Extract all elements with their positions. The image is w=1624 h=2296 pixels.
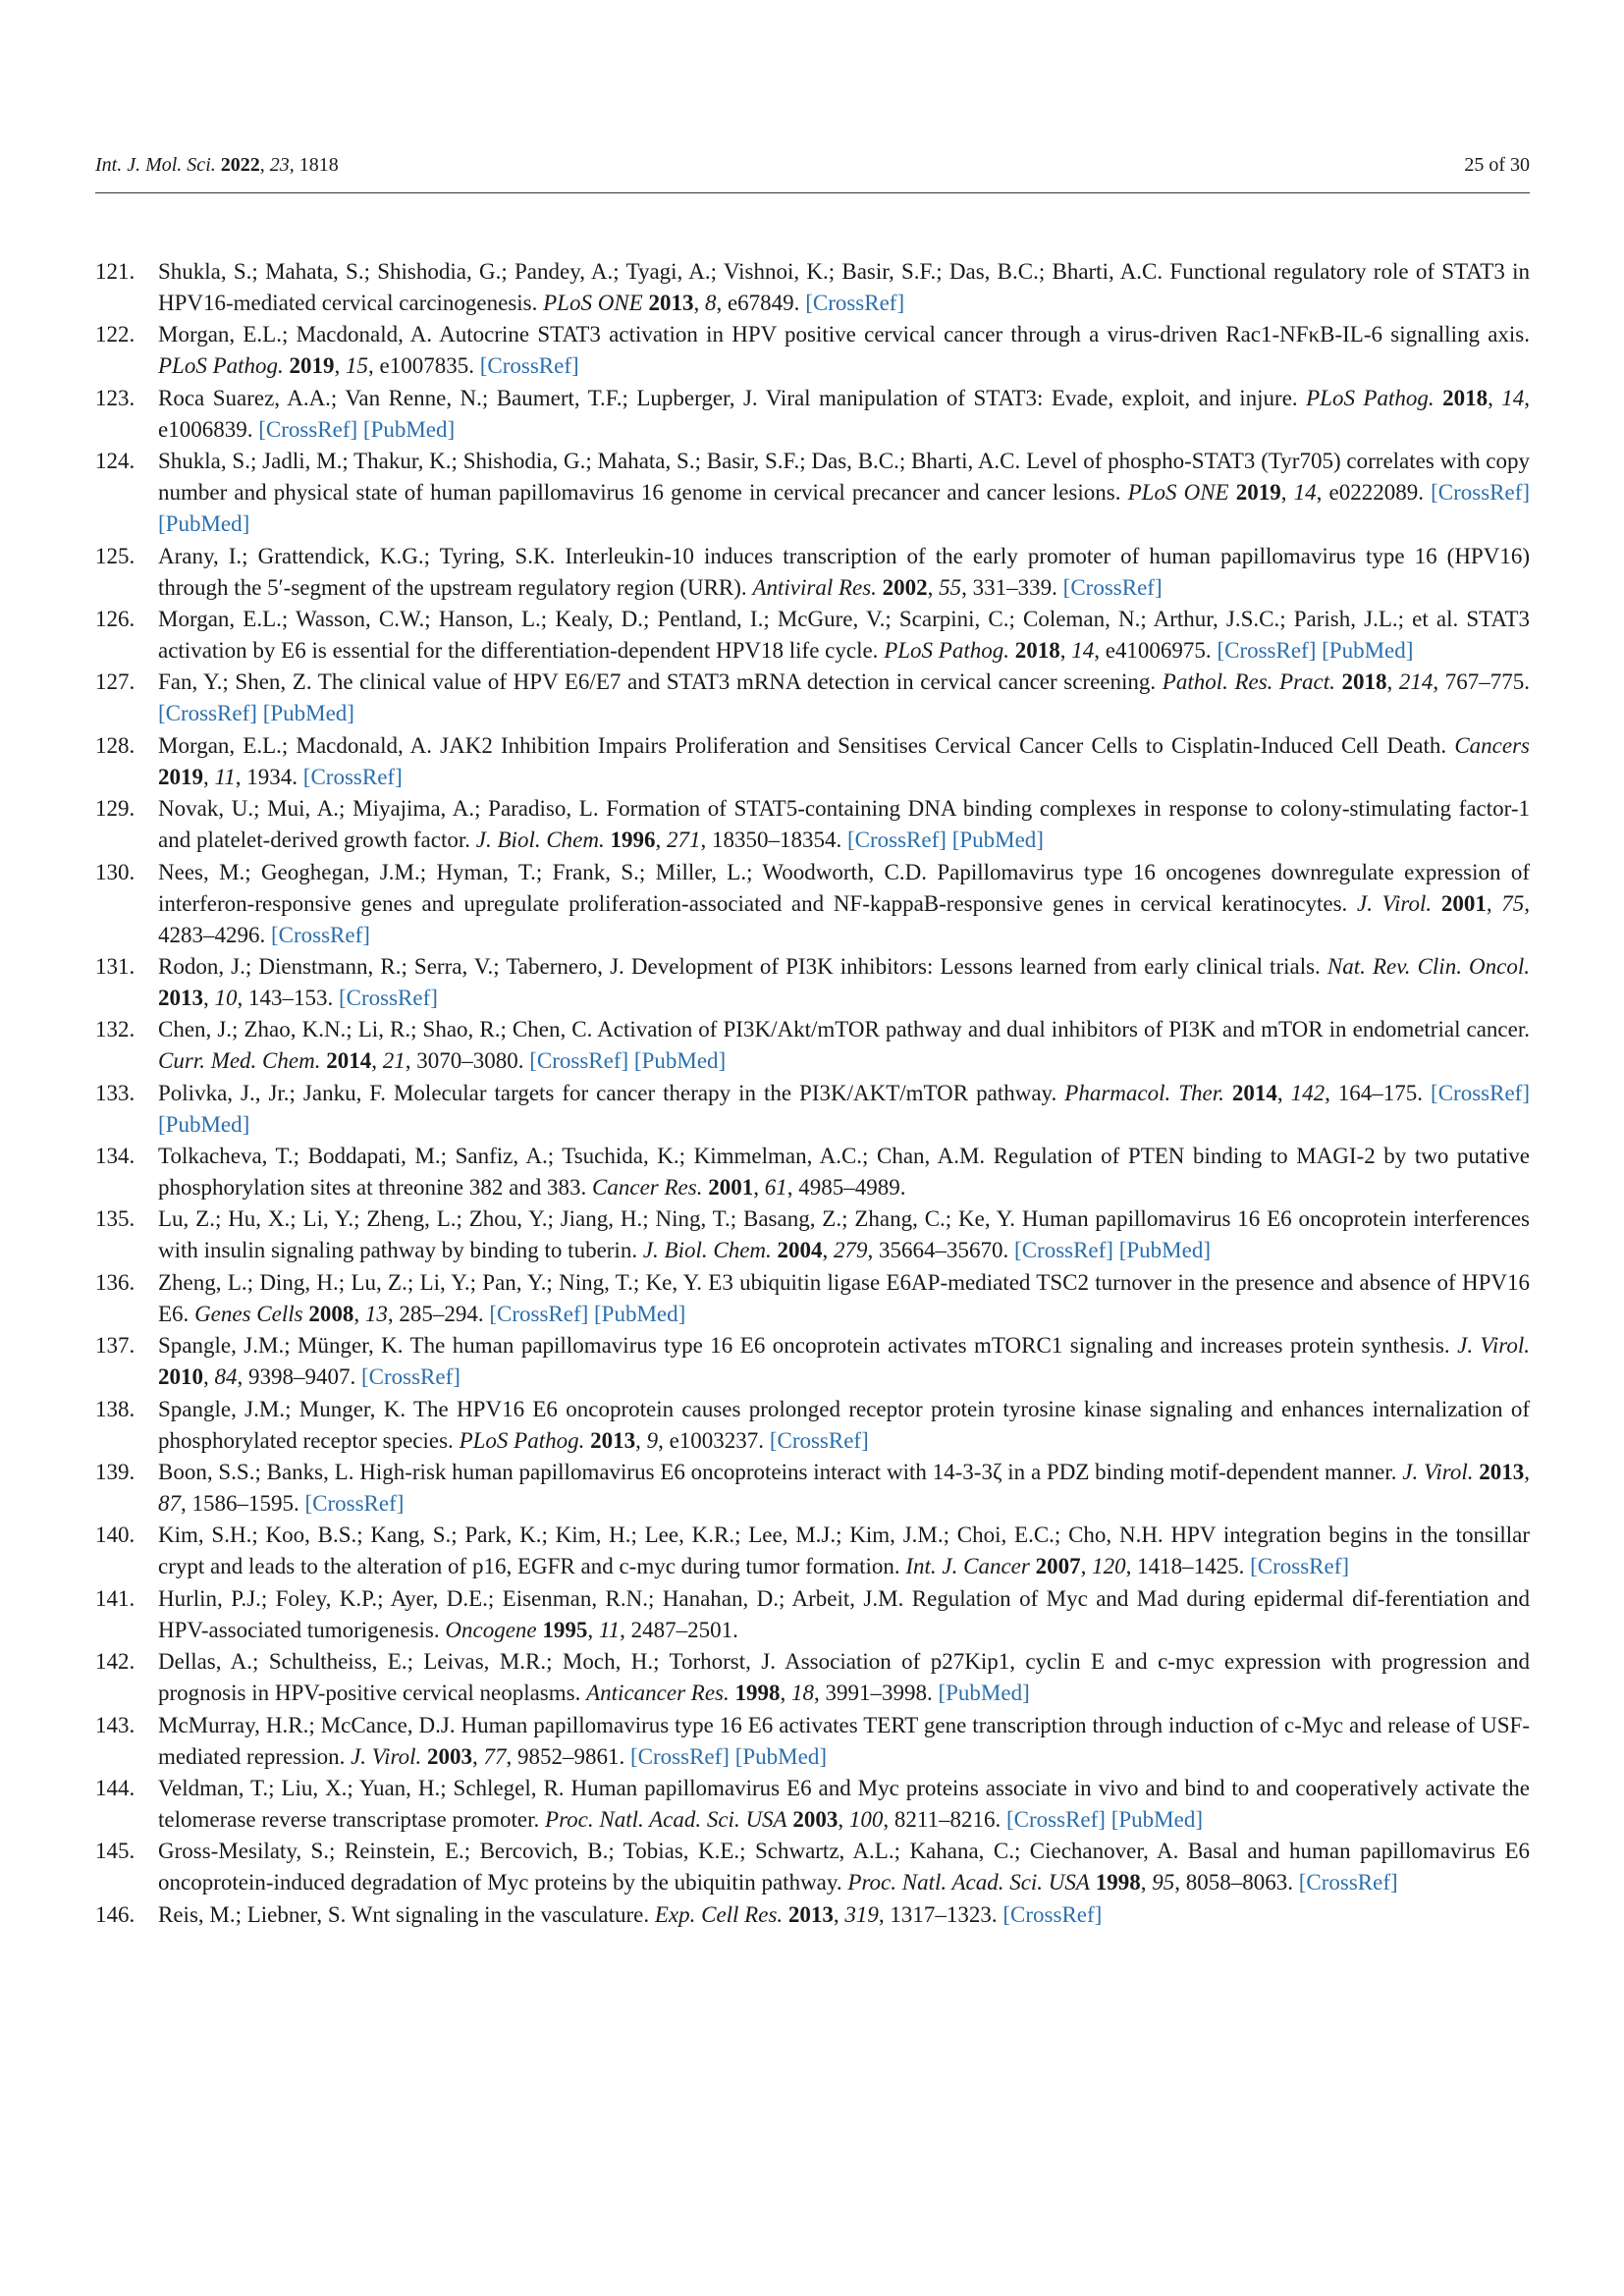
reference-italic: 87 bbox=[158, 1491, 181, 1517]
reference-number: 130. bbox=[95, 859, 135, 884]
reference-text: , 767–775. bbox=[1433, 669, 1531, 695]
reference-number: 127. bbox=[95, 669, 135, 695]
reference-italic: 11 bbox=[214, 764, 236, 789]
reference-year: 2018 bbox=[1341, 669, 1387, 695]
reference-text: , e41006975. bbox=[1094, 637, 1218, 663]
pubmed-link[interactable]: [PubMed] bbox=[158, 1111, 250, 1137]
crossref-link[interactable]: [CrossRef] bbox=[271, 922, 370, 947]
crossref-link[interactable]: [CrossRef] bbox=[1006, 1806, 1106, 1832]
reference-italic: 10 bbox=[214, 985, 238, 1010]
reference-text: Dellas, A.; Schultheiss, E.; Leivas, M.R.; Moch, H.; Torhorst, J. Association of p27Kip1, cyclin E and c-myc expression with progression and prognosis in HPV-positive cervical neoplasms. bbox=[158, 1649, 1530, 1706]
crossref-link[interactable]: [CrossRef] bbox=[304, 1491, 405, 1517]
reference-text bbox=[1229, 480, 1236, 505]
reference-italic: J. Virol. bbox=[1402, 1460, 1474, 1485]
reference-item bbox=[95, 1203, 1530, 1266]
reference-italic: 21 bbox=[382, 1048, 406, 1074]
reference-year: 2013 bbox=[1479, 1460, 1525, 1485]
reference-italic: 120 bbox=[1092, 1554, 1126, 1579]
reference-text: , bbox=[1488, 385, 1502, 410]
reference-italic: 14 bbox=[1071, 637, 1095, 663]
page-header bbox=[95, 150, 1530, 180]
pubmed-link[interactable]: [PubMed] bbox=[734, 1743, 827, 1769]
reference-italic: J. Virol. bbox=[1457, 1333, 1530, 1359]
journal-volume: 23 bbox=[269, 154, 290, 176]
reference-italic: Curr. Med. Chem. bbox=[158, 1048, 321, 1074]
page-number: 25 of 30 bbox=[1464, 154, 1530, 176]
reference-number: 136. bbox=[95, 1269, 135, 1295]
crossref-link[interactable]: [CrossRef] bbox=[302, 764, 403, 789]
reference-item bbox=[95, 1710, 1530, 1773]
reference-text: , bbox=[655, 828, 667, 853]
reference-italic: Antiviral Res. bbox=[752, 574, 877, 600]
reference-number: 135. bbox=[95, 1206, 135, 1232]
reference-year: 2014 bbox=[1231, 1080, 1277, 1105]
reference-text: , bbox=[833, 1901, 845, 1927]
reference-text: , bbox=[587, 1617, 599, 1642]
reference-text: Kim, S.H.; Koo, B.S.; Kang, S.; Park, K.; Kim, H.; Lee, K.R.; Lee, M.J.; Kim, J.M.; Choi, E.C.; Cho, N.H. HPV integration begins in the tonsillar crypt and leads to the alteration of p16, EGFR and c-myc during tumor formation. bbox=[158, 1522, 1530, 1579]
pubmed-link[interactable]: [PubMed] bbox=[594, 1301, 686, 1326]
reference-text: , 1418–1425. bbox=[1125, 1554, 1251, 1579]
reference-italic: 9 bbox=[646, 1427, 659, 1453]
reference-text: Tolkacheva, T.; Boddapati, M.; Sanfiz, A.; Tsuchida, K.; Kimmelman, A.C.; Chan, A.M. Regulation of PTEN binding to MAGI-2 by two putative phosphorylation sites at threonine 382 and 383. bbox=[158, 1144, 1530, 1201]
reference-italic: Genes Cells bbox=[194, 1301, 303, 1326]
reference-number: 146. bbox=[95, 1901, 135, 1927]
reference-text: , bbox=[822, 1238, 835, 1263]
reference-italic: 15 bbox=[346, 353, 369, 379]
reference-text: , e1007835. bbox=[368, 353, 480, 379]
reference-italic: 8 bbox=[704, 291, 717, 315]
reference-italic: 214 bbox=[1398, 669, 1434, 695]
reference-text: , bbox=[693, 291, 705, 315]
reference-number: 131. bbox=[95, 953, 135, 979]
reference-italic: Proc. Natl. Acad. Sci. USA bbox=[545, 1806, 787, 1832]
reference-italic: 18 bbox=[790, 1681, 814, 1706]
reference-text: , e1003237. bbox=[658, 1427, 770, 1453]
reference-text: , bbox=[753, 1175, 765, 1201]
reference-text: McMurray, H.R.; McCance, D.J. Human papillomavirus type 16 E6 activates TERT gene transcription through induction of c-Myc and release of USF-mediated repression. bbox=[158, 1712, 1530, 1769]
reference-text: , 143–153. bbox=[237, 985, 339, 1010]
reference-text: , bbox=[635, 1427, 647, 1453]
reference-italic: J. Virol. bbox=[1357, 890, 1433, 916]
reference-text: , bbox=[1059, 637, 1072, 663]
reference-item bbox=[95, 1899, 1530, 1931]
crossref-link[interactable]: [CrossRef] bbox=[1217, 637, 1317, 663]
reference-text: , bbox=[1486, 890, 1502, 916]
reference-item bbox=[95, 730, 1530, 793]
reference-year: 2018 bbox=[1442, 385, 1489, 410]
reference-text: , bbox=[371, 1048, 383, 1074]
reference-text: , bbox=[353, 1301, 365, 1326]
reference-italic: PLoS Pathog. bbox=[459, 1427, 585, 1453]
reference-italic: J. Biol. Chem. bbox=[475, 828, 605, 853]
reference-text: Morgan, E.L.; Macdonald, A. Autocrine STAT3 activation in HPV positive cervical cancer through a virus-driven Rac1-NFκB-IL-6 signalling axis. bbox=[158, 322, 1530, 347]
header-divider bbox=[95, 192, 1530, 193]
reference-item bbox=[95, 1457, 1530, 1520]
reference-text: Nees, M.; Geoghegan, J.M.; Hyman, T.; Frank, S.; Miller, L.; Woodworth, C.D. Papillomavirus type 16 oncogenes downregulate expression of interferon-responsive genes and upregulate proliferation-associated and NF-kappaB-responsive genes in cervical keratinocytes. bbox=[158, 859, 1530, 916]
reference-year: 2018 bbox=[1014, 637, 1060, 663]
reference-text: , bbox=[1140, 1870, 1153, 1896]
reference-number: 125. bbox=[95, 543, 135, 568]
reference-italic: 61 bbox=[764, 1175, 787, 1201]
reference-year: 2010 bbox=[158, 1364, 203, 1390]
reference-item bbox=[95, 857, 1530, 951]
reference-text: Shukla, S.; Jadli, M.; Thakur, K.; Shishodia, G.; Mahata, S.; Basir, S.F.; Das, B.C.; Bharti, A.C. Level of phospho-STAT3 (Tyr705) correlates with copy number and physical state of human papillomavirus 16 genome in cervical precancer and cancer lesions. bbox=[158, 449, 1530, 506]
reference-number: 145. bbox=[95, 1839, 135, 1864]
reference-number: 134. bbox=[95, 1144, 135, 1169]
reference-italic: PLoS ONE bbox=[543, 291, 643, 315]
journal-name: Int. J. Mol. Sci. bbox=[95, 154, 216, 176]
reference-item bbox=[95, 667, 1530, 729]
reference-year: 2013 bbox=[158, 985, 203, 1010]
reference-year: 2007 bbox=[1035, 1554, 1081, 1579]
pubmed-link[interactable]: [PubMed] bbox=[1118, 1238, 1211, 1263]
reference-text: , bbox=[838, 1806, 849, 1832]
reference-item bbox=[95, 1267, 1530, 1330]
reference-text bbox=[1224, 1081, 1232, 1105]
reference-text: , 9398–9407. bbox=[237, 1364, 361, 1390]
reference-year: 1998 bbox=[1095, 1870, 1141, 1896]
reference-text: , bbox=[780, 1681, 791, 1706]
reference-year: 2013 bbox=[590, 1427, 636, 1453]
reference-italic: 142 bbox=[1290, 1080, 1326, 1105]
pubmed-link[interactable]: [PubMed] bbox=[1110, 1806, 1203, 1832]
crossref-link[interactable]: [CrossRef] bbox=[529, 1048, 629, 1074]
reference-italic: Cancer Res. bbox=[592, 1175, 703, 1201]
reference-text: Boon, S.S.; Banks, L. High-risk human papillomavirus E6 oncoproteins interact with 14-3-3ζ in a PDZ binding motif-dependent manner. bbox=[158, 1460, 1403, 1485]
reference-text: Lu, Z.; Hu, X.; Li, Y.; Zheng, L.; Zhou, Y.; Jiang, H.; Ning, T.; Basang, Z.; Zhang, C.; Ke, Y. Human papillomavirus 16 E6 oncoprotein interferences with insulin signaling pathway by binding to tuberin. bbox=[158, 1206, 1530, 1263]
reference-text: , 331–339. bbox=[961, 574, 1063, 600]
reference-text: Novak, U.; Mui, A.; Miyajima, A.; Paradiso, L. Formation of STAT5-containing DNA binding complexes in response to colony-stimulating factor-1 and platelet-derived growth factor. bbox=[158, 796, 1530, 853]
reference-text: , 9852–9861. bbox=[506, 1743, 631, 1769]
reference-number: 144. bbox=[95, 1775, 135, 1800]
reference-text: , e1006839. bbox=[158, 385, 1531, 442]
reference-item bbox=[95, 383, 1530, 446]
reference-italic: J. Biol. Chem. bbox=[642, 1238, 772, 1263]
reference-italic: J. Virol. bbox=[351, 1743, 422, 1769]
reference-number: 137. bbox=[95, 1333, 135, 1359]
reference-text: , bbox=[472, 1743, 484, 1769]
reference-italic: Proc. Natl. Acad. Sci. USA bbox=[847, 1870, 1090, 1896]
crossref-link[interactable]: [CrossRef] bbox=[158, 701, 257, 726]
reference-italic: 100 bbox=[848, 1806, 884, 1832]
reference-italic: Pharmacol. Ther. bbox=[1064, 1080, 1224, 1105]
reference-year: 2019 bbox=[289, 353, 335, 379]
pubmed-link[interactable]: [PubMed] bbox=[633, 1048, 727, 1074]
reference-text: , 8058–8063. bbox=[1174, 1870, 1299, 1896]
reference-number: 121. bbox=[95, 259, 135, 284]
reference-year: 2019 bbox=[158, 764, 203, 789]
reference-text bbox=[1435, 386, 1442, 410]
reference-number: 123. bbox=[95, 385, 135, 410]
reference-number: 143. bbox=[95, 1712, 135, 1737]
crossref-link[interactable]: [CrossRef] bbox=[339, 985, 438, 1010]
pubmed-link[interactable]: [PubMed] bbox=[938, 1681, 1030, 1706]
reference-item bbox=[95, 541, 1530, 604]
reference-number: 141. bbox=[95, 1585, 135, 1611]
reference-text: , e0222089. bbox=[1316, 480, 1432, 506]
crossref-link[interactable]: [CrossRef] bbox=[847, 828, 947, 853]
reference-text: , 3991–3998. bbox=[813, 1681, 939, 1706]
reference-number: 138. bbox=[95, 1396, 135, 1421]
reference-italic: Exp. Cell Res. bbox=[654, 1901, 784, 1927]
reference-italic: 14 bbox=[1501, 385, 1525, 410]
reference-number: 142. bbox=[95, 1649, 135, 1675]
reference-text: , bbox=[334, 353, 347, 379]
crossref-link[interactable]: [CrossRef] bbox=[258, 416, 358, 442]
pubmed-link[interactable]: [PubMed] bbox=[362, 416, 456, 442]
reference-italic: 84 bbox=[214, 1364, 238, 1390]
reference-italic: 55 bbox=[939, 574, 962, 600]
reference-text: , bbox=[203, 764, 215, 789]
reference-italic: PLoS Pathog. bbox=[1306, 385, 1435, 410]
reference-text: Arany, I.; Grattendick, K.G.; Tyring, S.K. Interleukin-10 induces transcription of the early promoter of human papillomavirus type 16 (HPV16) through the 5′-segment of the upstream regulatory region (URR). bbox=[158, 543, 1530, 600]
reference-year: 2008 bbox=[308, 1301, 354, 1326]
reference-text: , bbox=[1276, 1080, 1291, 1105]
reference-italic: Cancers bbox=[1454, 732, 1530, 758]
reference-italic: Pathol. Res. Pract. bbox=[1162, 669, 1335, 695]
reference-number: 133. bbox=[95, 1080, 135, 1105]
reference-text: , 164–175. bbox=[1325, 1080, 1432, 1105]
reference-italic: 271 bbox=[667, 828, 701, 853]
reference-number: 124. bbox=[95, 449, 135, 474]
reference-text: Veldman, T.; Liu, X.; Yuan, H.; Schlegel, R. Human papillomavirus E6 and Myc proteins associate in vivo and bind to and cooperatively activate the telomerase reverse transcriptase promoter. bbox=[158, 1775, 1530, 1832]
reference-italic: PLoS Pathog. bbox=[158, 353, 284, 379]
reference-italic: 13 bbox=[364, 1301, 388, 1326]
crossref-link[interactable]: [CrossRef] bbox=[479, 353, 579, 379]
reference-italic: Int. J. Cancer bbox=[905, 1554, 1030, 1579]
crossref-link[interactable]: [CrossRef] bbox=[1431, 480, 1531, 506]
reference-text: , 8211–8216. bbox=[883, 1806, 1007, 1832]
reference-item bbox=[95, 951, 1530, 1014]
crossref-link[interactable]: [CrossRef] bbox=[1062, 574, 1163, 600]
pubmed-link[interactable]: [PubMed] bbox=[158, 511, 250, 537]
journal-year: 2022 bbox=[220, 154, 260, 176]
reference-text: , 285–294. bbox=[387, 1301, 490, 1326]
reference-year: 1998 bbox=[734, 1681, 781, 1706]
reference-text: , bbox=[203, 985, 215, 1010]
reference-italic: PLoS Pathog. bbox=[884, 637, 1009, 663]
reference-italic: Oncogene bbox=[445, 1617, 537, 1642]
reference-item bbox=[95, 1520, 1530, 1582]
reference-italic: Anticancer Res. bbox=[586, 1681, 730, 1706]
reference-text: , 4283–4296. bbox=[158, 890, 1531, 947]
reference-text: , 4985–4989. bbox=[786, 1175, 906, 1201]
reference-number: 129. bbox=[95, 796, 135, 822]
reference-text: , bbox=[1080, 1554, 1093, 1579]
reference-italic: 279 bbox=[834, 1238, 868, 1263]
crossref-link[interactable]: [CrossRef] bbox=[1250, 1554, 1350, 1579]
reference-year: 2002 bbox=[882, 574, 928, 600]
reference-text: , bbox=[203, 1364, 215, 1390]
reference-item bbox=[95, 604, 1530, 667]
reference-text: Chen, J.; Zhao, K.N.; Li, R.; Shao, R.; Chen, C. Activation of PI3K/Akt/mTOR pathway and dual inhibitors of PI3K and mTOR in endometrial cancer. bbox=[158, 1017, 1530, 1042]
reference-text: , bbox=[1280, 480, 1294, 506]
reference-year: 2013 bbox=[648, 291, 694, 315]
reference-item bbox=[95, 793, 1530, 856]
reference-text: , 1934. bbox=[235, 764, 303, 789]
reference-year: 2014 bbox=[326, 1048, 372, 1074]
reference-item bbox=[95, 1394, 1530, 1457]
reference-text: , 2487–2501. bbox=[620, 1617, 738, 1642]
reference-item bbox=[95, 319, 1530, 382]
reference-italic: 95 bbox=[1152, 1870, 1175, 1896]
reference-number: 132. bbox=[95, 1017, 135, 1042]
crossref-link[interactable]: [CrossRef] bbox=[361, 1364, 460, 1390]
reference-year: 2001 bbox=[1440, 890, 1487, 916]
reference-text: , bbox=[927, 574, 940, 600]
reference-italic: Nat. Rev. Clin. Oncol. bbox=[1326, 953, 1530, 979]
reference-italic: 14 bbox=[1293, 480, 1317, 506]
reference-text: , 35664–35670. bbox=[867, 1238, 1015, 1263]
reference-text: , 1317–1323. bbox=[878, 1901, 1003, 1927]
reference-text: , e67849. bbox=[716, 291, 806, 315]
reference-text: Zheng, L.; Ding, H.; Lu, Z.; Li, Y.; Pan, Y.; Ning, T.; Ke, Y. E3 ubiquitin ligase E6AP-mediated TSC2 turnover in the presence and absence of HPV16 E6. bbox=[158, 1269, 1530, 1326]
crossref-link[interactable]: [CrossRef] bbox=[805, 291, 905, 315]
reference-item bbox=[95, 256, 1530, 319]
reference-item bbox=[95, 1014, 1530, 1077]
reference-year: 2004 bbox=[777, 1238, 823, 1263]
pubmed-link[interactable]: [PubMed] bbox=[262, 701, 354, 726]
reference-italic: PLoS ONE bbox=[1127, 480, 1229, 506]
reference-year: 2001 bbox=[708, 1175, 754, 1201]
crossref-link[interactable]: [CrossRef] bbox=[1431, 1080, 1530, 1105]
reference-item bbox=[95, 1078, 1530, 1141]
reference-italic: 77 bbox=[483, 1743, 507, 1769]
reference-item bbox=[95, 1583, 1530, 1646]
reference-number: 122. bbox=[95, 322, 135, 347]
reference-item bbox=[95, 1773, 1530, 1836]
reference-text: , bbox=[1524, 1460, 1530, 1485]
reference-text: Fan, Y.; Shen, Z. The clinical value of HPV E6/E7 and STAT3 mRNA detection in cervical cancer screening. bbox=[158, 669, 1163, 695]
reference-year: 2013 bbox=[787, 1901, 834, 1927]
crossref-link[interactable]: [CrossRef] bbox=[1298, 1870, 1398, 1896]
reference-year: 2003 bbox=[792, 1806, 839, 1832]
reference-item bbox=[95, 1141, 1530, 1203]
reference-year: 2003 bbox=[427, 1743, 473, 1769]
article-number: 1818 bbox=[298, 154, 339, 176]
pubmed-link[interactable]: [PubMed] bbox=[1322, 637, 1414, 663]
crossref-link[interactable]: [CrossRef] bbox=[630, 1743, 730, 1769]
reference-list bbox=[95, 256, 1530, 1931]
reference-text: , 18350–18354. bbox=[700, 828, 847, 853]
reference-item bbox=[95, 1330, 1530, 1393]
reference-text: Morgan, E.L.; Wasson, C.W.; Hanson, L.; Kealy, D.; Pentland, I.; McGure, V.; Scarpini, C.; Coleman, N.; Arthur, J.S.C.; Parish, J.L.; et al. STAT3 activation by E6 is essential for the differentiation-dependent HPV18 life cycle. bbox=[158, 606, 1530, 663]
reference-text: Gross-Mesilaty, S.; Reinstein, E.; Bercovich, B.; Tobias, K.E.; Schwartz, A.L.; Kahana, C.; Ciechanover, A. Basal and human papillomavirus E6 oncoprotein-induced degradation of Myc proteins by the ubiquitin pathway. bbox=[158, 1839, 1530, 1896]
reference-number: 126. bbox=[95, 606, 135, 631]
crossref-link[interactable]: [CrossRef] bbox=[1014, 1238, 1113, 1263]
crossref-link[interactable]: [CrossRef] bbox=[769, 1427, 869, 1453]
reference-text: , bbox=[1386, 669, 1399, 695]
reference-number: 140. bbox=[95, 1522, 135, 1548]
reference-italic: 75 bbox=[1501, 890, 1525, 916]
pubmed-link[interactable]: [PubMed] bbox=[951, 828, 1044, 853]
reference-year: 2019 bbox=[1235, 480, 1281, 506]
reference-number: 139. bbox=[95, 1460, 135, 1485]
crossref-link[interactable]: [CrossRef] bbox=[1002, 1901, 1103, 1927]
reference-text: Spangle, J.M.; Münger, K. The human papillomavirus type 16 E6 oncoprotein activates mTORC1 signaling and increases protein synthesis. bbox=[158, 1333, 1458, 1359]
reference-italic: 11 bbox=[598, 1617, 621, 1642]
reference-number: 128. bbox=[95, 732, 135, 758]
reference-item bbox=[95, 1646, 1530, 1709]
reference-year: 1996 bbox=[610, 828, 656, 853]
reference-text: Roca Suarez, A.A.; Van Renne, N.; Baumert, T.F.; Lupberger, J. Viral manipulation of STAT3: Evade, exploit, and injure. bbox=[158, 385, 1307, 410]
reference-text: Hurlin, P.J.; Foley, K.P.; Ayer, D.E.; Eisenman, R.N.; Hanahan, D.; Arbeit, J.M. Regulation of Myc and Mad during epidermal dif-ferentiation and HPV-associated tumorigenesis. bbox=[158, 1585, 1530, 1642]
reference-item bbox=[95, 1836, 1530, 1898]
journal-citation: Int. J. Mol. Sci. 2022, 23, 1818 bbox=[95, 154, 339, 176]
reference-text: Shukla, S.; Mahata, S.; Shishodia, G.; Pandey, A.; Tyagi, A.; Vishnoi, K.; Basir, S.F.; Das, B.C.; Bharti, A.C. Functional regulatory role of STAT3 in HPV16-mediated cervical carcinogenesis. bbox=[158, 259, 1530, 315]
reference-text: Rodon, J.; Dienstmann, R.; Serra, V.; Tabernero, J. Development of PI3K inhibitors: Lessons learned from early clinical trials. bbox=[158, 953, 1327, 979]
crossref-link[interactable]: [CrossRef] bbox=[489, 1301, 589, 1326]
reference-year: 1995 bbox=[542, 1617, 588, 1642]
reference-text bbox=[1335, 669, 1342, 694]
reference-text: Polivka, J., Jr.; Janku, F. Molecular targets for cancer therapy in the PI3K/AKT/mTOR pathway. bbox=[158, 1080, 1065, 1105]
reference-text: Spangle, J.M.; Munger, K. The HPV16 E6 oncoprotein causes prolonged receptor protein tyrosine kinase signaling and enhances internalization of phosphorylated receptor species. bbox=[158, 1396, 1530, 1453]
reference-text: Reis, M.; Liebner, S. Wnt signaling in the vasculature. bbox=[158, 1901, 655, 1927]
reference-italic: 319 bbox=[844, 1901, 879, 1927]
reference-text: , 1586–1595. bbox=[181, 1491, 305, 1517]
reference-text: , 3070–3080. bbox=[405, 1048, 530, 1074]
reference-text: Morgan, E.L.; Macdonald, A. JAK2 Inhibition Impairs Proliferation and Sensitises Cervical Cancer Cells to Cisplatin-Induced Cell Death. bbox=[158, 732, 1455, 758]
reference-text bbox=[1432, 891, 1441, 916]
reference-item bbox=[95, 446, 1530, 540]
